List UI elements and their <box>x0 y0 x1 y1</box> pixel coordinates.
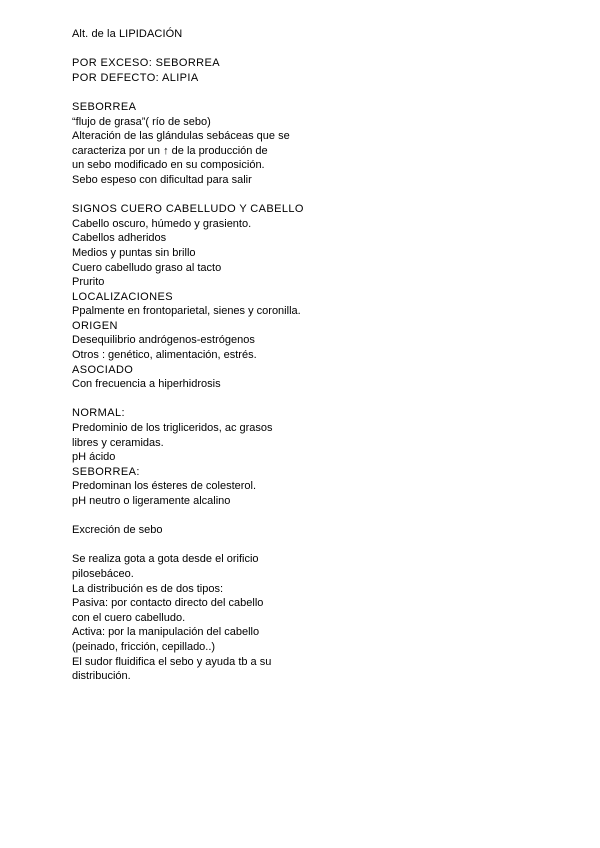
seborrea-line: Sebo espeso con dificultad para salir <box>72 173 252 186</box>
seborrea-line: un sebo modificado en su composición. <box>72 159 265 172</box>
seborrea-line: caracteriza por un ↑ de la producción de <box>72 144 268 157</box>
locations-heading: LOCALIZACIONES <box>72 290 173 303</box>
normal-line: pH ácido <box>72 451 116 464</box>
type-defect: POR DEFECTO: ALIPIA <box>72 71 199 84</box>
origin-heading: ORIGEN <box>72 319 118 332</box>
spacer <box>72 538 572 553</box>
excretion-line: con el cuero cabelludo. <box>72 611 186 624</box>
seborrea-heading: SEBORREA <box>72 100 137 113</box>
spacer <box>72 188 572 203</box>
excretion-line: distribución. <box>72 670 131 683</box>
excretion-line: Se realiza gota a gota desde el orificio <box>72 553 259 566</box>
associated-heading: ASOCIADO <box>72 363 134 376</box>
spacer <box>72 392 572 407</box>
signs-line: Medios y puntas sin brillo <box>72 246 196 259</box>
signs-line: Cabellos adheridos <box>72 232 167 245</box>
seborrea-line: “flujo de grasa”( río de sebo) <box>72 115 211 128</box>
normal-line: Predominio de los trigliceridos, ac grasos <box>72 422 273 435</box>
excretion-line: Activa: por la manipulación del cabello <box>72 626 260 639</box>
spacer <box>72 509 572 524</box>
origin-line: Desequilibrio andrógenos-estrógenos <box>72 334 255 347</box>
type-excess: POR EXCESO: SEBORREA <box>72 57 220 70</box>
signs-line: Cabello oscuro, húmedo y grasiento. <box>72 217 252 230</box>
document-page <box>72 27 572 684</box>
spacer <box>72 42 572 57</box>
excretion-line: (peinado, fricción, cepillado..) <box>72 640 216 653</box>
normal-heading: NORMAL: <box>72 407 125 420</box>
signs-heading: SIGNOS CUERO CABELLUDO Y CABELLO <box>72 203 304 216</box>
locations-line: Ppalmente en frontoparietal, sienes y coronilla. <box>72 305 301 318</box>
excretion-line: Pasiva: por contacto directo del cabello <box>72 597 264 610</box>
excretion-line: pilosebáceo. <box>72 567 134 580</box>
seborrea-compare-line: pH neutro o ligeramente alcalino <box>72 495 231 507</box>
excretion-line: La distribución es de dos tipos: <box>72 582 224 595</box>
spacer <box>72 85 572 100</box>
excretion-line: El sudor fluidifica el sebo y ayuda tb a su <box>72 655 272 668</box>
seborrea-line: Alteración de las glándulas sebáceas que se <box>72 130 290 143</box>
normal-line: libres y ceramidas. <box>72 436 164 449</box>
associated-line: Con frecuencia a hiperhidrosis <box>72 378 221 391</box>
origin-line: Otros : genético, alimentación, estrés. <box>72 349 257 362</box>
signs-line: Prurito <box>72 276 105 289</box>
signs-line: Cuero cabelludo graso al tacto <box>72 261 222 274</box>
document-title: Alt. de la LIPIDACIÓN <box>72 28 183 40</box>
seborrea-compare-heading: SEBORREA: <box>72 465 140 478</box>
excretion-heading: Excreción de sebo <box>72 524 163 537</box>
seborrea-compare-line: Predominan los ésteres de colesterol. <box>72 480 257 493</box>
